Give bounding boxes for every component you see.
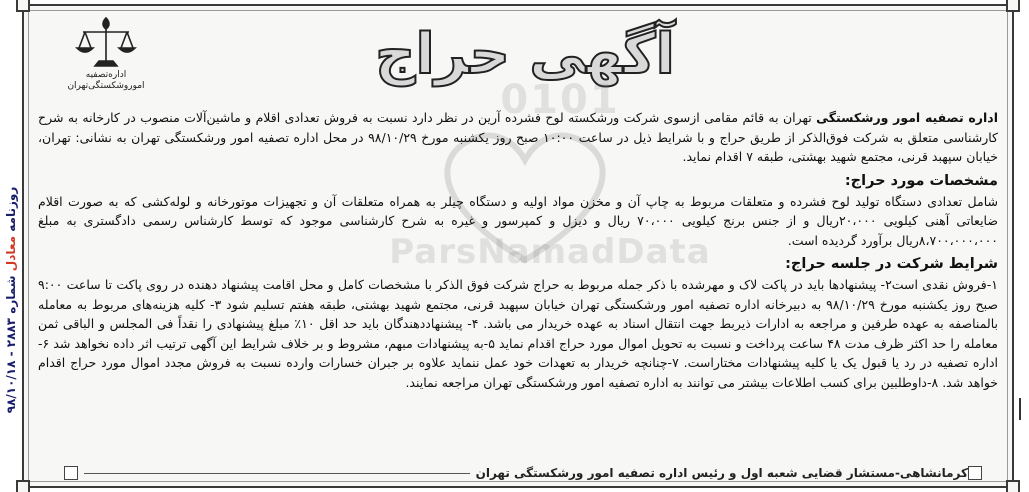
judiciary-emblem — [56, 14, 156, 96]
frame-corner — [1006, 480, 1020, 492]
watermark-number: 0101 — [500, 77, 620, 123]
signature-text: کرمانشاهی-مستشار قضایی شعبه اول و رئیس اداره تصفیه امور ورشکستگی تهران — [475, 466, 968, 480]
conditions-heading: شرایط شرکت در جلسه حراج: — [785, 256, 998, 272]
scales-of-justice-icon — [75, 14, 137, 70]
newspaper-prefix: روزنامه — [4, 186, 18, 232]
footer-marker — [968, 466, 982, 480]
signature-footer — [64, 462, 996, 484]
frame-corner — [1006, 0, 1020, 12]
specs-heading: مشخصات مورد حراج: — [844, 172, 998, 189]
intro-org: اداره تصفیه امور ورشکستگی — [816, 110, 998, 125]
footer-rule — [84, 473, 470, 474]
issue-number: شماره ۲۸۸۳ - ۹۸/۱۰/۱۸ — [4, 275, 18, 414]
frame-corner — [16, 480, 30, 492]
newspaper-brand: معادل — [4, 235, 18, 272]
ad-title: آگهی حراج — [375, 22, 675, 87]
intro-paragraph — [38, 108, 998, 167]
ad-body — [38, 108, 998, 392]
intro-text: تهران به قائم مقامی ازسوی شرکت ورشکسته لوح فشرده آرین در نظر دارد نسبت به فروش تعدادی اقلام و ماشین‌آلات منصوب در کارخانه به شرح کارشناسی متعلق به شرکت فوق‌الذکر از طریق حراج و با شرایط ذیل در ساعت ۱۰:۰۰ صبح روز یکشنبه مورخ ۹۸/۱۰/۲۹ در محل اداره تصفیه امور ورشکستگی تهران به نشانی: تهران، خیابان سپهبد قرنی، مجتمع شهید بهشتی، طبقه ۷ اقدام نماید. — [38, 110, 999, 164]
emblem-caption-2: اموروشکستگی‌تهران — [67, 81, 145, 91]
watermark-brand: ParsNamadData — [389, 232, 711, 272]
newspaper-side-label — [0, 150, 22, 450]
frame-corner — [16, 0, 30, 12]
conditions-paragraph: ۱-فروش نقدی است۲- پیشنهادها باید در پاکت لاک و مهرشده با ذکر جمله مربوط به حراج شرکت فوق الذکر با مشخصات کامل و محل اقامت پیشنهاد دهنده در روی پاکت تا ساعت ۹:۰۰ صبح روز یکشنبه مورخ ۹۸/۱۰/۲۹ به دبیرخانه اداره تصفیه امور ورشکستگی تهران خیابان سپهبد قرنی، مجتمع شهید بهشتی، طبقه هفتم تسلیم شود ۳- کلیه هزینه‌های مربوط به معامله بالمناصفه به عهده طرفین و مراجعه به ادارات ذیربط جهت انتقال اسناد به عهده خریدار می باشد. ۴- پیشنهاددهندگان باید حد اقل ۱۰٪ مبلغ پیشنهادی را نقداً فی المجلس و الباقی ثمن معامله را حد اکثر ظرف مدت ۴۸ ساعت پرداخت و نسبت به تحویل اموال مورد حراج اقدام نماید ۵-به پیشنهادات مبهم، مشروط و بر خلاف شرایط این آگهی ترتیب اثر داده نخواهد شد ۶-اداره تصفیه در رد یا قبول یک یا کلیه پیشنهادات مختاراست. ۷-چنانچه خریدار به تعهدات خود عمل ننماید علاوه بر جبران خسارات وارده نسبت به فروش مجدد اموال مورد حراج اقدام خواهد شد. ۸-داوطلبین برای کسب اطلاعات بیشتر می توانند به اداره تصفیه امور ورشکستگی تهران مراجعه نمایند. — [38, 277, 999, 390]
footer-marker — [64, 466, 78, 480]
specs-paragraph: شامل تعدادی دستگاه تولید لوح فشرده و متعلقات مربوط به چاپ آن و مخزن مواد اولیه و دستگاه چیلر به همراه متعلقات آن و تجهیزات موتورخانه و لوله‌کشی که به صورت اقلام ضایعاتی آهنی کیلویی ۲۰،۰۰۰ریال و از جنس برنج کیلویی ۷۰،۰۰۰ ریال و دیزل و کمپرسور و غیره به شرح کارشناسی موجود که توسط کارشناس رسمی دادگستری به مبلغ ۸،۷۰۰،۰۰۰،۰۰۰ریال برآورد گردیده است. — [38, 193, 998, 248]
edge-mark — [1019, 398, 1027, 420]
emblem-caption-1: اداره‌تصفیه — [85, 70, 127, 80]
